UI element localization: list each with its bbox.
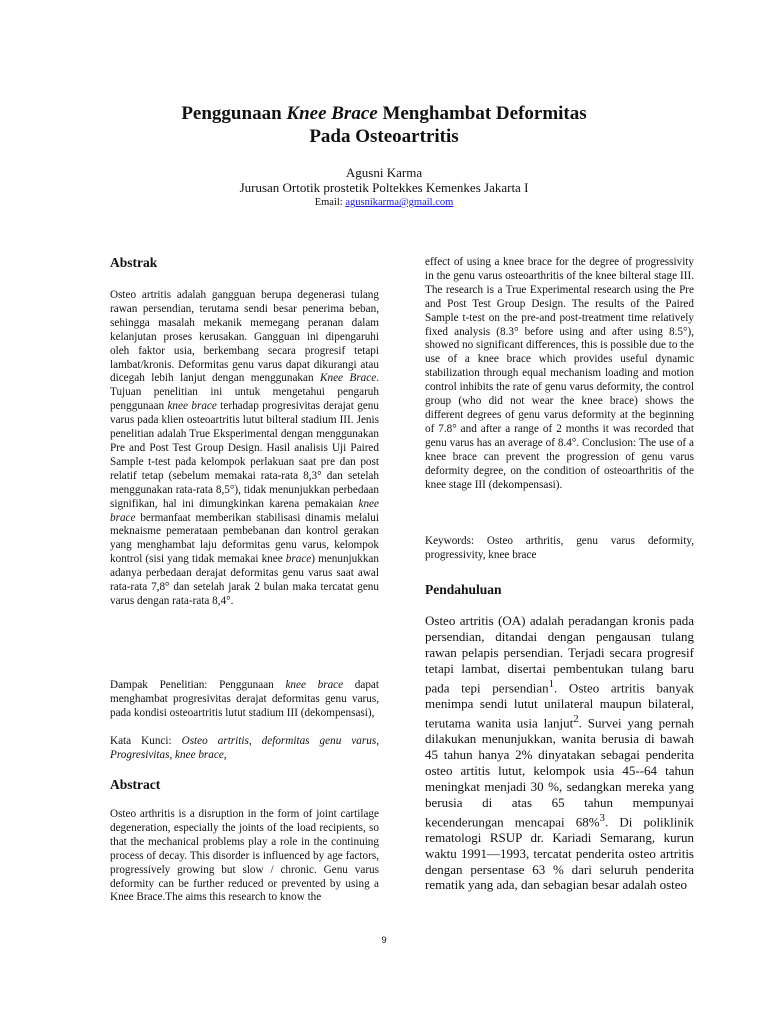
pendahuluan-paragraph: Osteo artritis (OA) adalah peradangan kronis pada persendian, ditandai dengan pengausan tulang rawan pelapis persendian. Terjadi secara progresif tetapi lambat, disertai pembentukan tulang baru pada tepi persendian$^1$. Osteo artritis banyak menimpa sendi lutut unilateral maupun bilateral, terutama wanita usia lanjut$^2$. Survei yang pernah dilakukan menunjukkan, wanita berusia di bawah 45 tahun hanya 2% dinyatakan sebagai penderita osteo artitis lutut, kelompok usia 45--64 tahun meningkat menjadi 30 %, sedangkan mereka yang berusia di atas 65 tahun mempunyai kecenderungan mencapai 68%$^3$. Di poliklinik rematologi RSUP dr. Kariadi Semarang, kurun waktu 1991—1993, tercatat penderita osteo artritis dengan persentase 63 % dari seluruh penderita rematik yang ada, dan sebagian besar adalah osteo bbox=[425, 613, 695, 893]
author-email: Email: agusnikarma@gmail.com bbox=[314, 197, 454, 208]
author-affiliation: Jurusan Ortotik prostetik Poltekkes Kemenkes Jakarta I bbox=[239, 180, 529, 195]
abstrak-keywords: Kata Kunci: Osteo artritis, deformitas genu varus, Progresivitas, knee brace, bbox=[110, 735, 379, 761]
abstrak-heading: Abstrak bbox=[110, 255, 158, 270]
abstract-paragraph-part1: Osteo arthritis is a disruption in the form of joint cartilage degeneration, especially the joints of the load recipients, so that the mechanical problems play a role in the continuing process of decay. This disorder is influenced by age factors, progressively growing but slow / chronic. Genu varus deformity can be further reduced or prevented by using a Knee Brace.The aims this research to know the bbox=[110, 808, 379, 904]
paper-title bbox=[0, 102, 768, 148]
abstrak-paragraph: Osteo artritis adalah gangguan berupa degenerasi tulang rawan persendian, terutama sendi besar penerima beban, sehingga masalah mekanik memegang peranan dalam kelanjutan proses kerusakan. Gangguan ini dipengaruhi oleh faktor usia, berkembang secara progresif tetapi lambat/kronis. Deformitas genu varus dapat dikurangi atau dicegah lebih lanjut dengan menggunakan Knee Brace. Tujuan penelitian ini untuk mengetahui pengaruh penggunaan knee brace terhadap progresivitas derajat genu varus pada klien osteoartritis lutut bilteral stadium III. Jenis penelitian adalah True Eksperimental dengan menggunakan Pre and Post Test Group Design. Hasil analisis Uji Paired Sample t-test pada kelompok perlakuan saat pre dan post relatif tetap (sebelum memakai rata-rata 8,3° dan setelah menggunakan rata-rata 8,5°), tidak menunjukkan perbedaan signifikan, hal ini dimungkinkan karena pemakaian knee brace bermanfaat memberikan stabilisasi dinamis melalui meknaisme pemerataan pembebanan dan kontrol gerakan yang menghambat laju deformitas genu varus, kelompok kontrol (sisi yang tidak memakai knee brace) menunjukkan adanya perbedaan derajat deformitas genu varus saat awal rata-rata 7,8° dan setelah jarak 2 bulan maka tercatat genu varus dengan rata-rata 8,4°. bbox=[110, 289, 379, 607]
abstract-keywords: Keywords: Osteo arthritis, genu varus deformity, progressivity, knee brace bbox=[425, 535, 694, 561]
title-line-2: Pada Osteoartritis bbox=[309, 126, 459, 147]
email-link[interactable]: agusnikarma@gmail.com bbox=[345, 197, 454, 208]
title-line-1: Penggunaan Knee Brace Menghambat Deformitas bbox=[181, 103, 587, 124]
author-name: Agusni Karma bbox=[345, 165, 423, 180]
abstract-heading: Abstract bbox=[110, 777, 161, 792]
page-number: 9 bbox=[381, 935, 387, 946]
abstract-paragraph-part2: effect of using a knee brace for the degree of progressivity in the genu varus osteoarthritis of the knee bilteral stage III. The research is a True Experimental research using the Pre and Post Test Group Design. The results of the Paired Sample t-test on the pre-and post-treatment time relatively fixed analysis (8.3° before using and after using 8.5°), showed no significant differences, this is possible due to the use of a knee brace which provides useful dynamic stabilization through equal mechanism loading and motion control inhibits the rate of genu varus deformity, the control group (who did not wear the knee brace) shows the different degrees of genu varus deformity at the beginning of 7.8° and after a range of 2 months it was recorded that genu varus has an average of 8.4°. Conclusion: The use of a knee brace can prevent the progression of genu varus deformity degree, on the condition of osteoarthritis of the knee stage III (dekompensasi). bbox=[425, 256, 694, 491]
pendahuluan-heading: Pendahuluan bbox=[425, 582, 502, 597]
abstrak-impact: Dampak Penelitian: Penggunaan knee brace dapat menghambat progresivitas derajat deformitas genu varus, pada kondisi osteoartritis lutut stadium III (dekompensasi), bbox=[110, 679, 379, 719]
